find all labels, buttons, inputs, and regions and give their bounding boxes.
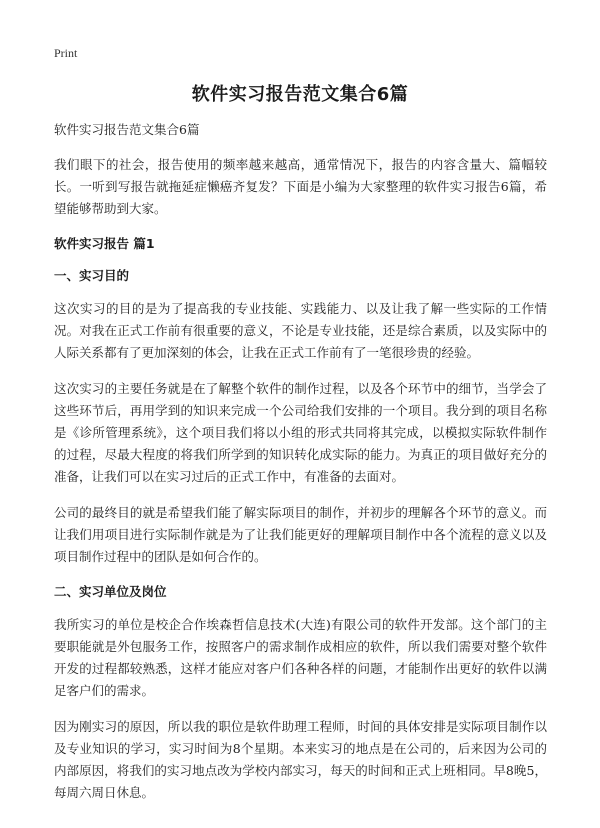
paragraph-unit-2: 因为刚实习的原因，所以我的职位是软件助理工程师，时间的具体安排是实际项目制作以及专业知识的学习，实习时间为8个星期。本来实习的地点是在公司的，后来因为公司的内部原因，将我们的实习地点改为学校内部实习，每天的时间和正式上班相同。早8晚5，每周六周日休息。 <box>54 719 547 800</box>
document-body <box>54 120 547 818</box>
print-link[interactable]: Print <box>54 46 78 60</box>
paragraph-purpose-1: 这次实习的目的是为了提高我的专业技能、实践能力、以及让我了解一些实际的工作情况。对我在正式工作前有很重要的意义，不论是专业技能，还是综合素质，以及实际中的人际关系都有了更加深刻的体会，让我在正式工作前有了一笔很珍贵的经验。 <box>54 301 547 360</box>
document-subtitle: 软件实习报告范文集合6篇 <box>54 122 200 137</box>
paragraph-unit-1: 我所实习的单位是校企合作埃森哲信息技术(大连)有限公司的软件开发部。这个部门的主要职能就是外包服务工作，按照客户的需求制作成相应的软件，所以我们需要对整个软件开发的过程都较熟悉，这样才能应对客户们各种各样的问题，才能制作出更好的软件以满足客户们的需求。 <box>54 617 547 698</box>
heading-purpose: 一、实习目的 <box>54 268 130 283</box>
intro-paragraph: 我们眼下的社会，报告使用的频率越来越高，通常情况下，报告的内容含量大、篇幅较长。一听到写报告就拖延症懒癌齐复发？下面是小编为大家整理的软件实习报告6篇，希望能够帮助到大家。 <box>54 157 547 216</box>
paragraph-purpose-3: 公司的最终目的就是希望我们能了解实际项目的制作，并初步的理解各个环节的意义。而让我们用项目进行实际制作就是为了让我们能更好的理解项目制作中各个流程的意义以及项目制作过程中的团队是如何合作的。 <box>54 505 547 564</box>
paragraph-purpose-2: 这次实习的主要任务就是在了解整个软件的制作过程，以及各个环节中的细节，当学会了这些环节后，再用学到的知识来完成一个公司给我们安排的一个项目。我分到的项目名称是《诊所管理系统》，这个项目我们将以小组的形式共同将其完成，以模拟实际软件制作的过程，尽最大程度的将我们所学到的知识转化成实际的能力。为真正的项目做好充分的准备，让我们可以在实习过后的正式工作中，有准备的去面对。 <box>54 381 547 484</box>
page-title: 软件实习报告范文集合6篇 <box>191 84 409 105</box>
heading-unit-position: 二、实习单位及岗位 <box>54 584 167 599</box>
section-title: 软件实习报告 篇1 <box>54 236 155 251</box>
